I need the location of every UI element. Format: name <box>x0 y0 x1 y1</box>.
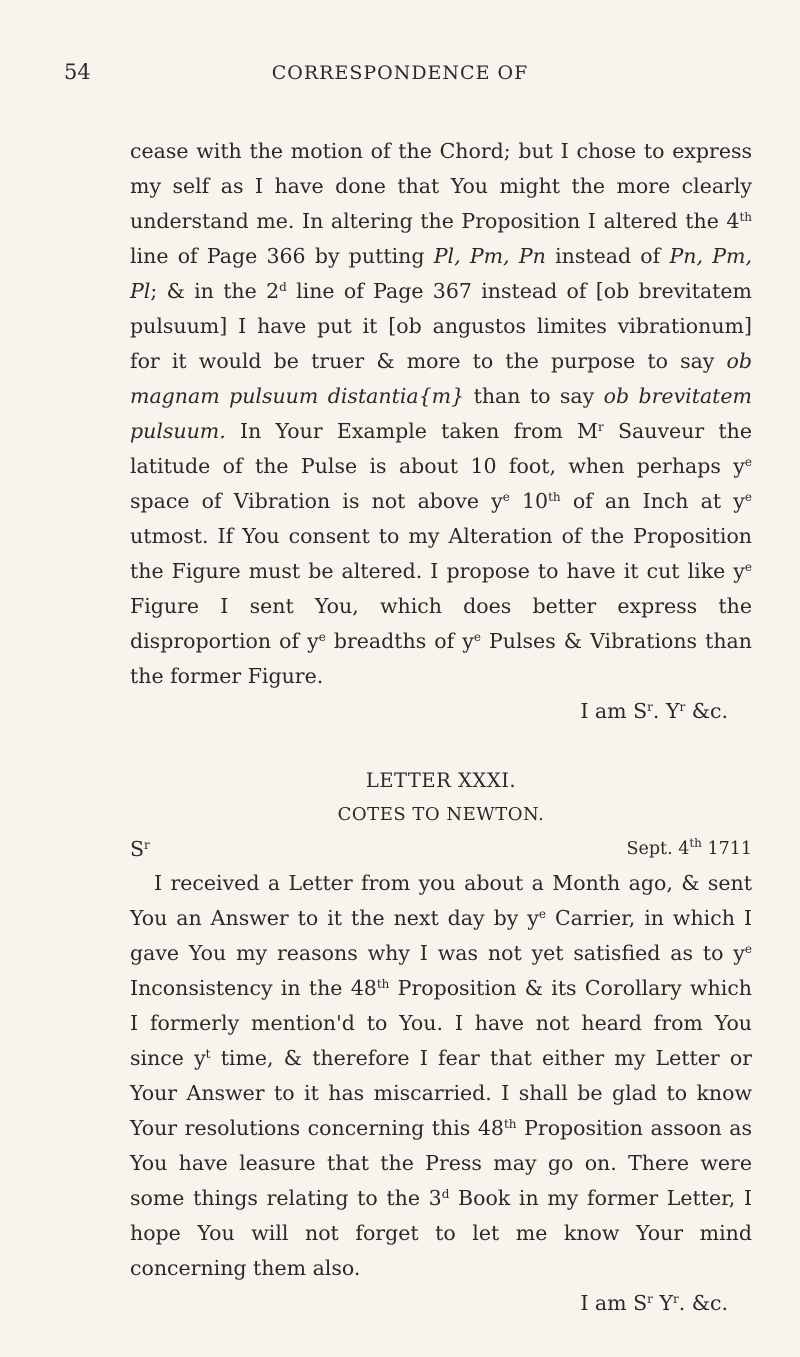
letter-date: Sept. 4th 1711 <box>626 836 752 859</box>
salutation: $S^r$ <box>130 837 150 861</box>
salutation-row <box>130 832 752 866</box>
letter-xxx-paragraph: cease with the motion of the Chord; but I chose to express my self as I have done that You might the more clearly understand me. In altering the Proposition I altered the 4th line of Page 366 by putting Pl, Pm, Pn instead of Pn, Pm, Pl; & in the 2$^d$ line of Page 367 instead of [ob brevitatem pulsuum] I have put it [ob angustos limites vibrationum] for it would be truer & more to the purpose to say ob magnam pulsuum distantia{m} than to say ob brevitatem pulsuum. In Your Example taken from $M^r$ Sauveur the latitude of the Pulse is about 10 foot, when perhaps $y^e$ space of Vibration is not above $y^e$ 10th of an Inch at $y^e$ utmost. If You consent to my Alteration of the Proposition the Figure must be altered. I propose to have it cut like $y^e$ Figure I sent You, which does better express the disproportion of $y^e$ breadths of $y^e$ Pulses & Vibrations than the former Figure. <box>130 139 752 688</box>
letter-subheading: COTES TO NEWTON. <box>337 804 545 825</box>
page-body <box>130 134 752 1321</box>
page-header <box>0 60 800 96</box>
page-number: 54 <box>64 60 91 84</box>
letter-xxx-closing: I am $S^r$. $Y^r$ &c. <box>580 699 728 723</box>
letter-heading: LETTER XXXI. <box>365 769 517 792</box>
letter-xxxi-closing: I am $S^r$ $Y^r$. &c. <box>580 1291 728 1315</box>
letter-xxxi-paragraph: I received a Letter from you about a Month ago, & sent You an Answer to it the next day by $y^e$ Carrier, in which I gave You my reasons why I was not yet satisfied as to $y^e$ Inconsistency in the 48th Proposition & its Corollary which I formerly mention'd to You. I have not heard from You since $y^t$ time, & therefore I fear that either my Letter or Your Answer to it has miscarried. I shall be glad to know Your resolutions concerning this 48th Proposition assoon as You have leasure that the Press may go on. There were some things relating to the 3$^d$ Book in my former Letter, I hope You will not forget to let me know Your mind concerning them also. <box>130 871 753 1280</box>
running-title: CORRESPONDENCE OF <box>271 62 529 84</box>
